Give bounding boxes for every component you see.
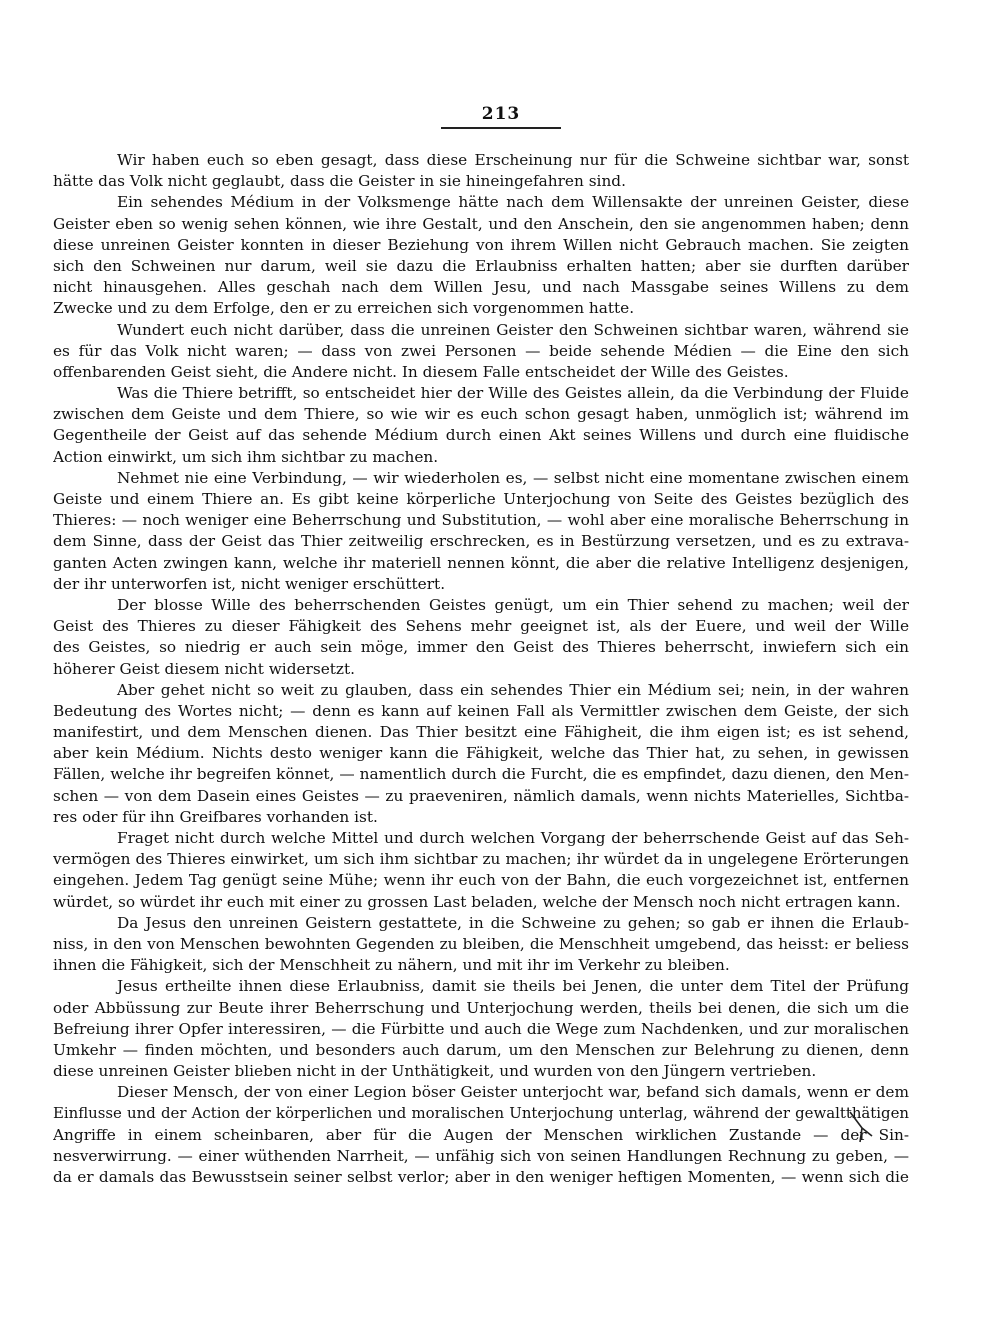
page-number: 213 (481, 104, 521, 124)
ink-mark-icon (848, 1110, 878, 1144)
text-line: Aber gehet nicht so weit zu glauben, dass ein sehendes Thier ein Médium sei; nein, in der wahren (117, 680, 909, 699)
text-line: der ihr unterworfen ist, nicht weniger erschüttert. (53, 574, 446, 593)
text-line: Geister eben so wenig sehen können, wie ihre Gestalt, und den Anschein, den sie angenommen haben; denn (53, 214, 909, 233)
text-line: zwischen dem Geiste und dem Thiere, so wie wir es euch schon gesagt haben, unmöglich ist; während im (53, 405, 909, 424)
text-line: Gegentheile der Geist auf das sehende Médium durch einen Akt seines Willens und durch eine fluidische (53, 426, 909, 445)
text-line: Wundert euch nicht darüber, dass die unreinen Geister den Schweinen sichtbar waren, während sie (117, 320, 909, 339)
text-line: Umkehr — finden möchten, und besonders auch darum, um den Menschen zur Belehrung zu dienen, denn (53, 1040, 909, 1059)
text-line: Einflusse und der Action der körperlichen und moralischen Unterjochung unterlag, während der gewaltthätigen (53, 1104, 909, 1123)
paragraph (53, 1082, 909, 1188)
text-line: Da Jesus den unreinen Geistern gestattete, in die Schweine zu gehen; so gab er ihnen die Erlaub- (117, 913, 909, 932)
text-line: offenbarenden Geist sieht, die Andere nicht. In diesem Falle entscheidet der Wille des Geistes. (53, 362, 789, 381)
text-line: hätte das Volk nicht geglaubt, dass die Geister in sie hineingefahren sind. (53, 172, 626, 191)
text-line: dem Sinne, dass der Geist das Thier zeitweilig erschrecken, es in Bestürzung versetzen, und es zu extrava- (53, 532, 909, 551)
text-line: niss, in den von Menschen bewohnten Gegenden zu bleiben, die Menschheit umgebend, das heisst: er beliess (53, 934, 909, 953)
text-line: Der blosse Wille des beherrschenden Geistes genügt, um ein Thier sehend zu machen; weil der (117, 595, 909, 614)
text-line: aber kein Médium. Nichts desto weniger kann die Fähigkeit, welche das Thier hat, zu sehen, in gewissen (53, 744, 909, 763)
text-line: Jesus ertheilte ihnen diese Erlaubniss, damit sie theils bei Jenen, die unter dem Titel der Prüfung (117, 977, 909, 996)
text-line: manifestirt, und dem Menschen dienen. Das Thier besitzt eine Fähigheit, die ihm eigen ist; es ist sehend, (53, 723, 909, 742)
paragraph (53, 976, 909, 1082)
text-line: diese unreinen Geister blieben nicht in der Unthätigkeit, und wurden von den Jüngern vertrieben. (53, 1062, 817, 1081)
paragraph (53, 192, 909, 319)
text-line: es für das Volk nicht waren; — dass von zwei Personen — beide sehende Médien — die Eine den sich (53, 341, 909, 360)
paragraph (53, 680, 909, 828)
paragraph (53, 468, 909, 595)
text-line: Thieres: — noch weniger eine Beherrschung und Substitution, — wohl aber eine moralische Beherrschung in (53, 511, 909, 530)
text-line: Nehmet nie eine Verbindung, — wir wiederholen es, — selbst nicht eine momentane zwischen einem (117, 468, 909, 487)
text-line: Befreiung ihrer Opfer interessiren, — die Fürbitte und auch die Wege zum Nachdenken, und zur moralischen (53, 1019, 909, 1038)
text-line: Fraget nicht durch welche Mittel und durch welchen Vorgang der beherrschende Geist auf das Seh- (117, 829, 909, 847)
text-line: schen — von dem Dasein eines Geistes — zu praeveniren, nämlich damals, wenn nichts Materielles, Sichtba- (53, 786, 909, 805)
paragraph (53, 150, 909, 192)
text-line: würdet, so würdet ihr euch mit einer zu grossen Last beladen, welche der Mensch noch nicht ertragen kann. (53, 892, 901, 911)
text-line: Zwecke und zu dem Erfolge, den er zu erreichen sich vorgenommen hatte. (53, 299, 635, 318)
text-line: Angriffe in einem scheinbaren, aber für die Augen der Menschen wirklichen Zustande — der Sin- (53, 1125, 909, 1144)
text-line: ihnen die Fähigkeit, sich der Menschheit zu nähern, und mit ihr im Verkehr zu bleiben. (53, 956, 730, 975)
text-line: nicht hinausgehen. Alles geschah nach dem Willen Jesu, und nach Massgabe seines Willens zu dem (53, 278, 909, 297)
text-line: des Geistes, so niedrig er auch sein möge, immer den Geist des Thieres beherrscht, inwiefern sich ein (53, 638, 909, 657)
text-line: sich den Schweinen nur darum, weil sie dazu die Erlaubniss erhalten hatten; aber sie durften darüber (53, 256, 909, 275)
text-line: oder Abbüssung zur Beute ihrer Beherrschung und Unterjochung werden, theils bei denen, die sich um die (53, 998, 909, 1017)
text-line: Geist des Thieres zu dieser Fähigkeit des Sehens mehr geeignet ist, als der Euere, und weil der Wille (53, 617, 909, 636)
text-line: Fällen, welche ihr begreifen könnet, — namentlich durch die Furcht, die es empfindet, dazu dienen, den Men- (53, 765, 909, 784)
text-line: Wir haben euch so eben gesagt, dass diese Erscheinung nur für die Schweine sichtbar war, sonst (117, 151, 909, 169)
page-number-underline (441, 127, 561, 129)
text-line: vermögen des Thieres einwirket, um sich ihm sichtbar zu machen; ihr würdet da in ungelegene Erörterungen (53, 850, 909, 869)
text-line: Dieser Mensch, der von einer Legion böser Geister unterjocht war, befand sich damals, wenn er dem (117, 1083, 909, 1102)
text-line: Bedeutung des Wortes nicht; — denn es kann auf keinen Fall als Vermittler zwischen dem Geiste, der sich (53, 701, 909, 720)
paragraph (53, 383, 909, 468)
paragraph (53, 320, 909, 384)
text-line: eingehen. Jedem Tag genügt seine Mühe; wenn ihr euch von der Bahn, die euch vorgezeichnet ist, entfernen (53, 871, 909, 890)
text-line: höherer Geist diesem nicht widersetzt. (53, 659, 355, 678)
text-line: res oder für ihn Greifbares vorhanden ist. (53, 807, 378, 826)
body-text (53, 150, 909, 1188)
text-line: da er damals das Bewusstsein seiner selbst verlor; aber in den weniger heftigen Momenten, — wenn sich die (53, 1168, 909, 1186)
paragraph (53, 913, 909, 977)
text-line: Action einwirkt, um sich ihm sichtbar zu machen. (53, 447, 439, 466)
text-line: diese unreinen Geister konnten in dieser Beziehung von ihrem Willen nicht Gebrauch machen. Sie zeigten (53, 235, 909, 254)
paragraph (53, 595, 909, 680)
text-line: Ein sehendes Médium in der Volksmenge hätte nach dem Willensakte der unreinen Geister, diese (117, 193, 909, 212)
text-line: Geiste und einem Thiere an. Es gibt keine körperliche Unterjochung von Seite des Geistes bezüglich des (53, 490, 909, 508)
text-line: Was die Thiere betrifft, so entscheidet hier der Wille des Geistes allein, da die Verbindung der Fluide (117, 384, 909, 403)
text-line: ganten Acten zwingen kann, welche ihr materiell nennen könnt, die aber die relative Intelligenz desjenigen, (53, 553, 909, 572)
text-line: nesverwirrung. — einer wüthenden Narrheit, — unfähig sich von seinen Handlungen Rechnung zu geben, — (53, 1146, 909, 1165)
paragraph (53, 828, 909, 913)
